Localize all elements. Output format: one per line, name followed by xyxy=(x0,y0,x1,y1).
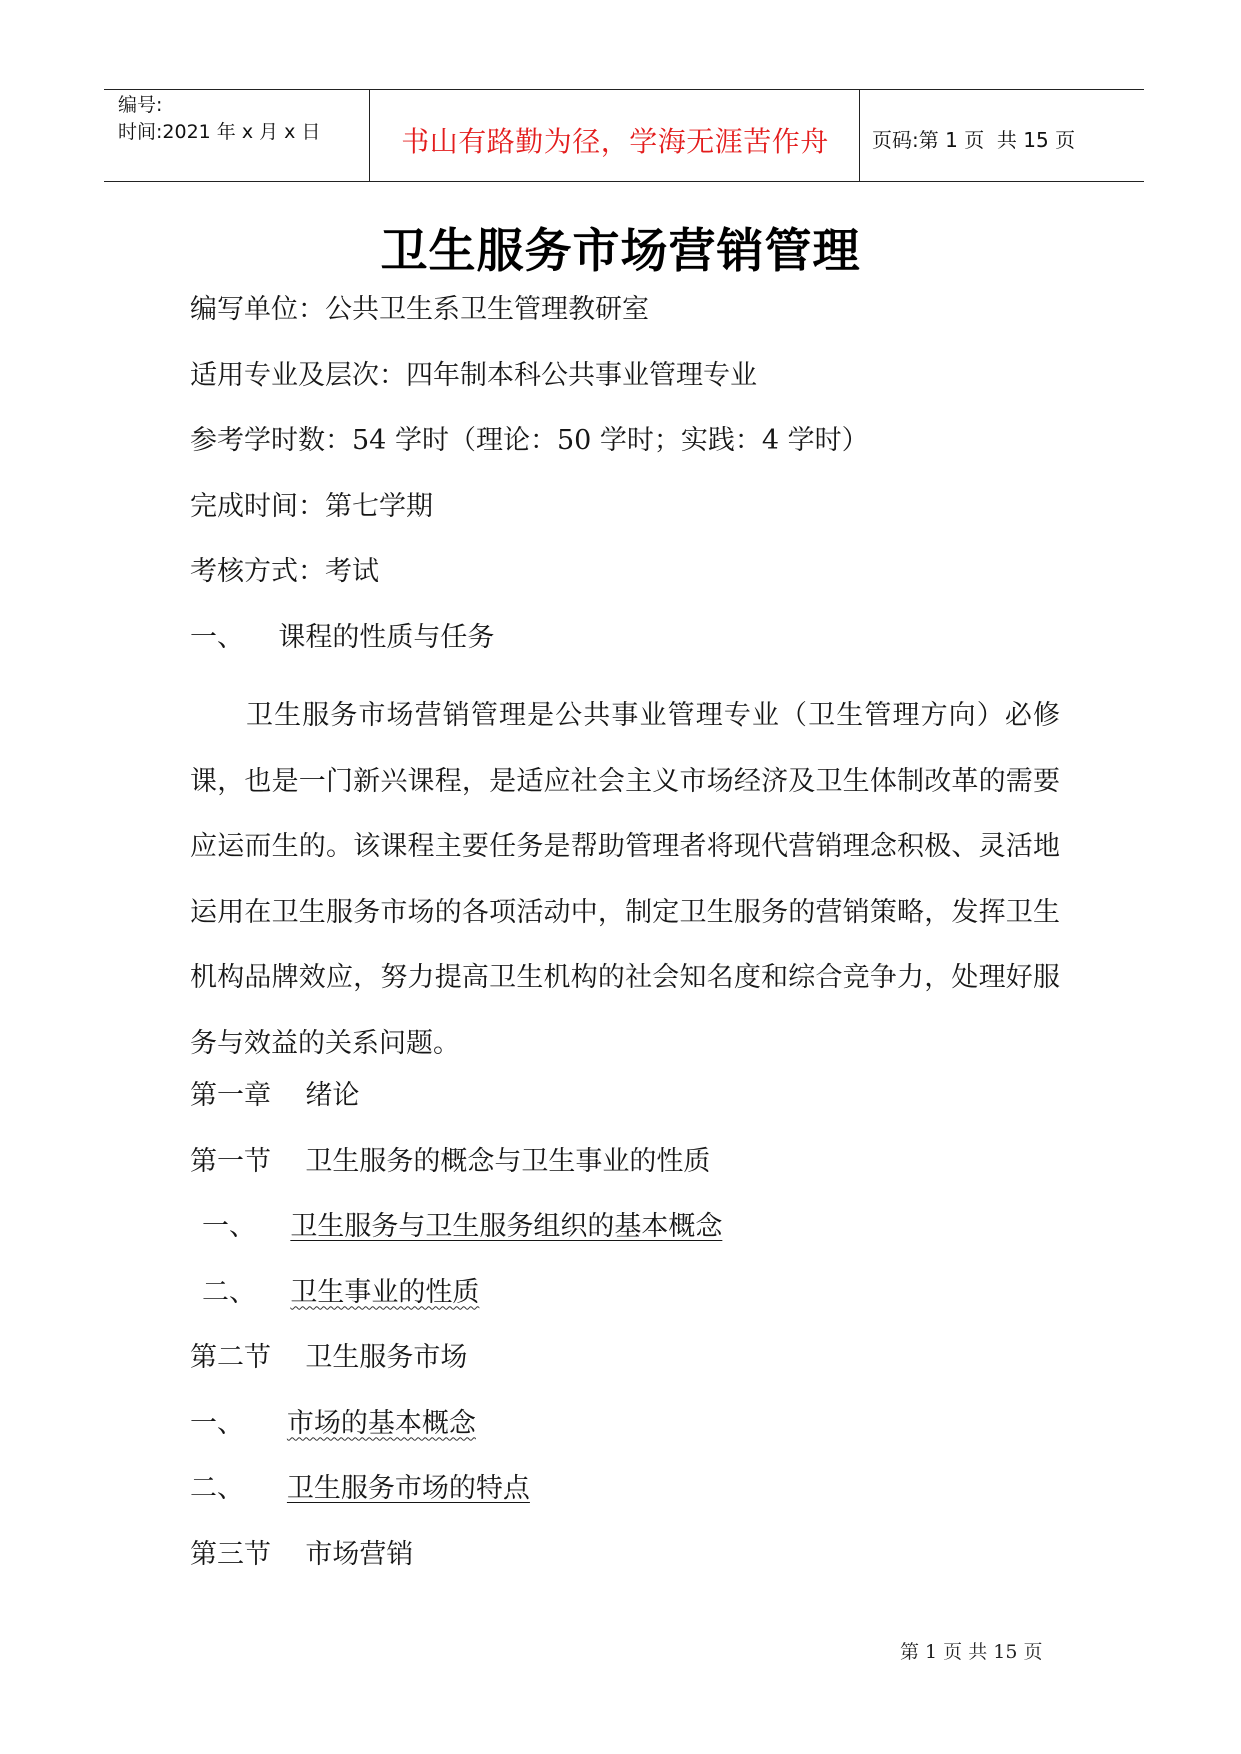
subsection-title: 卫生服务市场 xyxy=(305,1342,468,1373)
header-time xyxy=(118,119,320,146)
document-title: 卫生服务市场营销管理 xyxy=(380,224,861,279)
header-page-info xyxy=(872,124,1075,153)
outline-item xyxy=(190,1404,1060,1470)
chapter-label: 第一章 xyxy=(190,1080,271,1111)
subsection-label: 第二节 xyxy=(190,1342,271,1373)
header-motto: 书山有路勤为径，学海无涯苦作舟 xyxy=(401,125,829,158)
outline-item xyxy=(190,1469,1060,1535)
subsection-label: 第一节 xyxy=(190,1145,271,1177)
outline-item xyxy=(190,1273,1060,1339)
outline-item-number: 一、 xyxy=(202,1211,256,1242)
outline-item-text: 卫生服务市场的特点 xyxy=(286,1473,530,1504)
outline-item-number: 一、 xyxy=(190,1407,244,1439)
outline-item-text: 卫生事业的性质 xyxy=(290,1276,480,1308)
document-header xyxy=(104,89,1144,182)
document-body xyxy=(190,290,1060,1600)
meta-hours: 参考学时数：54 学时（理论：50 学时；实践：4 学时） xyxy=(190,425,869,456)
meta-completion: 完成时间：第七学期 xyxy=(190,490,433,522)
header-page-text: 第 1 页 共 15 页 xyxy=(918,128,1076,152)
header-divider xyxy=(369,90,370,181)
outline-item xyxy=(190,1207,1060,1273)
course-description: 卫生服务市场营销管理是公共事业管理专业（卫生管理方向）必修课，也是一门新兴课程，是适应社会主义市场经济及卫生体制改革的需要应运而生的。该课程主要任务是帮助管理者将现代营销理念积极、灵活地运用在卫生服务市场的各项活动中，制定卫生服务的营销策略，发挥卫生机构品牌效应，努力提高卫生机构的社会知名度和综合竞争力，处理好服务与效益的关系问题。 xyxy=(190,700,1060,1059)
subsection-label: 第三节 xyxy=(190,1538,271,1570)
header-time-value: 2021 年 x 月 x 日 xyxy=(162,121,321,143)
section-title: 课程的性质与任务 xyxy=(278,621,495,653)
meta-compiler: 编写单位：公共卫生系卫生管理教研室 xyxy=(190,294,649,325)
subsection-title: 卫生服务的概念与卫生事业的性质 xyxy=(305,1145,711,1177)
header-time-label: 时间: xyxy=(118,121,163,143)
meta-major: 适用专业及层次：四年制本科公共事业管理专业 xyxy=(190,359,757,391)
section-number: 一、 xyxy=(190,621,244,653)
header-meta xyxy=(118,92,320,146)
chapter-heading xyxy=(190,1076,1060,1142)
meta-assessment: 考核方式：考试 xyxy=(190,556,379,587)
outline-item-text: 卫生服务与卫生服务组织的基本概念 xyxy=(290,1211,723,1242)
page-footer: 第 1 页 共 15 页 xyxy=(900,1641,1043,1663)
outline-item-number: 二、 xyxy=(190,1473,244,1504)
subsection-heading xyxy=(190,1535,1060,1601)
outline-item-number: 二、 xyxy=(202,1276,256,1308)
subsection-title: 市场营销 xyxy=(305,1538,414,1570)
header-number-label: 编号: xyxy=(118,94,163,116)
outline-item-text: 市场的基本概念 xyxy=(286,1407,476,1439)
subsection-heading xyxy=(190,1142,1060,1208)
header-page-label: 页码: xyxy=(872,128,919,152)
subsection-heading xyxy=(190,1338,1060,1404)
chapter-title: 绪论 xyxy=(305,1080,360,1111)
header-divider xyxy=(859,90,860,181)
section-heading xyxy=(190,618,1060,684)
